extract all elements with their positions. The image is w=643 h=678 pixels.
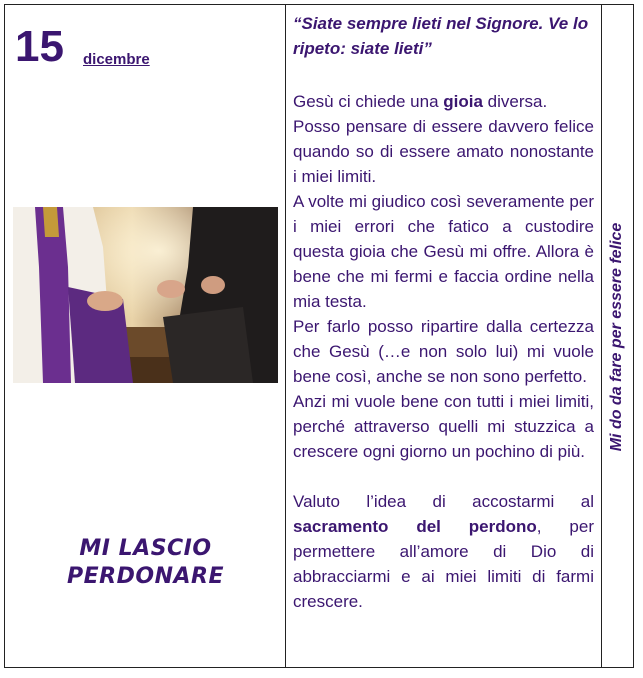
confession-photo-icon	[13, 207, 278, 383]
middle-column	[286, 5, 602, 667]
action-title-line1: MI LASCIO	[79, 536, 212, 561]
paragraph-3: A volte mi giudico così severamente per i miei errori che fatico a custodire questa gioia che Gesù mi offre. Allora è bene che mi fermi e faccia ordine nella mia testa.	[293, 192, 594, 311]
left-column	[5, 5, 286, 667]
day-number: 15	[15, 22, 64, 71]
right-column	[602, 5, 633, 667]
paragraph-6-end: , per permettere all’amore di Dio di abbracciarmi e ai miei limiti di farmi crescere.	[293, 517, 594, 611]
scripture-quote: “Siate sempre lieti nel Signore. Ve lo ripeto: siate lieti”	[293, 14, 589, 58]
paragraph-1	[293, 89, 594, 114]
confession-photo	[13, 207, 278, 383]
month-label: dicembre	[83, 51, 150, 68]
keyword-gioia: gioia	[443, 92, 483, 111]
paragraph-4: Per farlo posso ripartire dalla certezza che Gesù (…e non solo lui) mi vuole bene così, anche se non sono perfetto.	[293, 317, 594, 386]
reflection-text	[293, 89, 594, 614]
paragraph-gap	[293, 464, 594, 489]
calendar-card	[4, 4, 634, 668]
keyword-sacramento: sacramento del perdono	[293, 517, 537, 536]
paragraph-6-start: Valuto l’idea di accostarmi al	[293, 492, 594, 511]
action-title	[5, 535, 286, 591]
paragraph-1-start: Gesù ci chiede una	[293, 92, 444, 111]
paragraph-5: Anzi mi vuole bene con tutti i miei limiti, perché attraverso quelli mi stuzzica a crescere ogni giorno un pochino di più.	[293, 392, 594, 461]
action-title-line2: PERDONARE	[67, 564, 224, 589]
paragraph-6	[293, 489, 594, 614]
paragraph-1-end: diversa.	[482, 92, 548, 111]
paragraph-2: Posso pensare di essere davvero felice quando so di essere amato nonostante i miei limiti.	[293, 117, 594, 186]
side-label-text: Mi do da fare per essere felice	[608, 222, 625, 452]
